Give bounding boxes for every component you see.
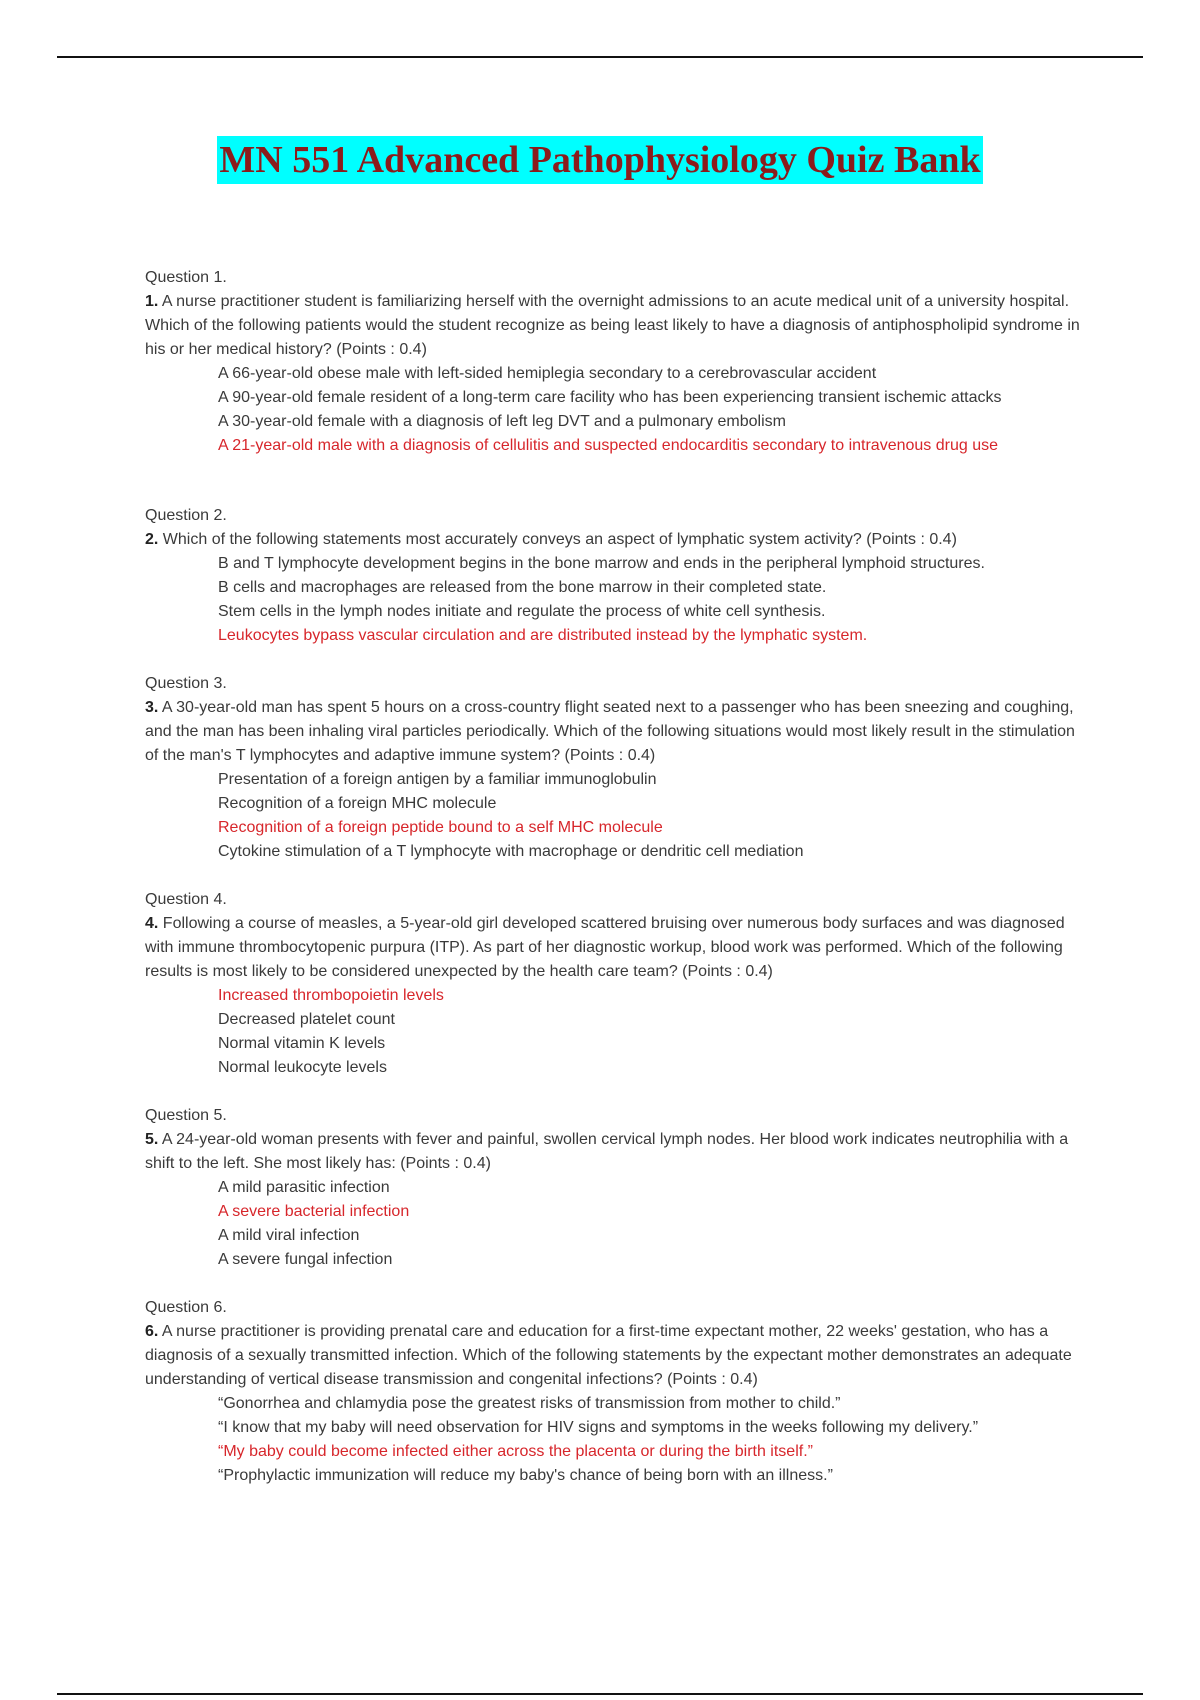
document-title: MN 551 Advanced Pathophysiology Quiz Bank (217, 136, 982, 184)
answer-option: A 90-year-old female resident of a long-term care facility who has been experiencing transient ischemic attacks (218, 389, 1002, 406)
question-stem: A 24-year-old woman presents with fever and painful, swollen cervical lymph nodes. Her blood work indicates neutrophilia with a shift to the left. She most likely has: (Points : 0.4) (145, 1131, 1069, 1172)
answer-option-correct: Increased thrombopoietin levels (218, 987, 444, 1004)
answer-option-correct: “My baby could become infected either across the placenta or during the birth itself.” (218, 1443, 813, 1460)
answer-option: A mild parasitic infection (218, 1179, 390, 1196)
answer-option: Stem cells in the lymph nodes initiate and regulate the process of white cell synthesis. (218, 603, 826, 620)
question-text (145, 1128, 1090, 1176)
question-block (145, 266, 1090, 458)
question-label: Question 5. (145, 1107, 227, 1124)
question-label: Question 2. (145, 507, 227, 524)
question-stem: A 30-year-old man has spent 5 hours on a cross-country flight seated next to a passenger who has been sneezing and coughing, and the man has been inhaling viral particles periodically. Which of the following situations would most likely result in the stimulation of the man's T lymphocytes and adaptive immune system? (Points : 0.4) (145, 699, 1075, 764)
answer-option: “Prophylactic immunization will reduce my baby's chance of being born with an illness.” (218, 1467, 833, 1484)
title-container (0, 136, 1200, 184)
answer-option-correct: Recognition of a foreign peptide bound to a self MHC molecule (218, 819, 663, 836)
question-text (145, 912, 1090, 984)
question-number: 5. (145, 1131, 159, 1148)
answer-option: A 66-year-old obese male with left-sided hemiplegia secondary to a cerebrovascular accident (218, 365, 877, 382)
question-stem: Which of the following statements most accurately conveys an aspect of lymphatic system activity? (Points : 0.4) (162, 531, 957, 548)
answer-option: Presentation of a foreign antigen by a familiar immunoglobulin (218, 771, 657, 788)
question-number: 2. (145, 531, 159, 548)
answer-option: A severe fungal infection (218, 1251, 393, 1268)
answer-option: A 30-year-old female with a diagnosis of left leg DVT and a pulmonary embolism (218, 413, 786, 430)
answer-option: A mild viral infection (218, 1227, 360, 1244)
question-number: 3. (145, 699, 159, 716)
question-block (145, 1296, 1090, 1488)
question-label: Question 3. (145, 675, 227, 692)
answer-option: Cytokine stimulation of a T lymphocyte with macrophage or dendritic cell mediation (218, 843, 804, 860)
question-text (145, 290, 1090, 362)
question-number: 4. (145, 915, 159, 932)
top-rule (57, 56, 1143, 58)
answer-option: Decreased platelet count (218, 1011, 395, 1028)
answer-option: Normal leukocyte levels (218, 1059, 387, 1076)
answer-option-correct: Leukocytes bypass vascular circulation and are distributed instead by the lymphatic system. (218, 627, 868, 644)
question-label: Question 6. (145, 1299, 227, 1316)
question-text (145, 696, 1090, 768)
answer-option: “I know that my baby will need observation for HIV signs and symptoms in the weeks following my delivery.” (218, 1419, 979, 1436)
answer-option: B and T lymphocyte development begins in the bone marrow and ends in the peripheral lymphoid structures. (218, 555, 985, 572)
answer-option: B cells and macrophages are released from the bone marrow in their completed state. (218, 579, 827, 596)
question-block (145, 672, 1090, 864)
question-block (145, 1104, 1090, 1272)
question-text (145, 528, 1090, 552)
question-stem: A nurse practitioner student is familiarizing herself with the overnight admissions to an acute medical unit of a university hospital. Which of the following patients would the student recognize as being least likely to have a diagnosis of antiphospholipid syndrome in his or her medical history? (Points : 0.4) (145, 293, 1080, 358)
answer-option-correct: A 21-year-old male with a diagnosis of cellulitis and suspected endocarditis secondary to intravenous drug use (218, 437, 998, 454)
question-stem: A nurse practitioner is providing prenatal care and education for a first-time expectant mother, 22 weeks' gestation, who has a diagnosis of a sexually transmitted infection. Which of the following statements by the expectant mother demonstrates an adequate understanding of vertical disease transmission and congenital infections? (Points : 0.4) (145, 1323, 1072, 1388)
question-number: 1. (145, 293, 159, 310)
question-block (145, 888, 1090, 1080)
answer-option-correct: A severe bacterial infection (218, 1203, 410, 1220)
question-stem: Following a course of measles, a 5-year-old girl developed scattered bruising over numerous body surfaces and was diagnosed with immune thrombocytopenic purpura (ITP). As part of her diagnostic workup, blood work was performed. Which of the following results is most likely to be considered unexpected by the health care team? (Points : 0.4) (145, 915, 1065, 980)
question-block (145, 504, 1090, 648)
answer-option: “Gonorrhea and chlamydia pose the greatest risks of transmission from mother to child.” (218, 1395, 841, 1412)
question-list (145, 266, 1090, 1512)
question-label: Question 1. (145, 269, 227, 286)
question-label: Question 4. (145, 891, 227, 908)
question-number: 6. (145, 1323, 159, 1340)
answer-option: Recognition of a foreign MHC molecule (218, 795, 497, 812)
bottom-rule (57, 1693, 1143, 1695)
answer-option: Normal vitamin K levels (218, 1035, 386, 1052)
question-text (145, 1320, 1090, 1392)
